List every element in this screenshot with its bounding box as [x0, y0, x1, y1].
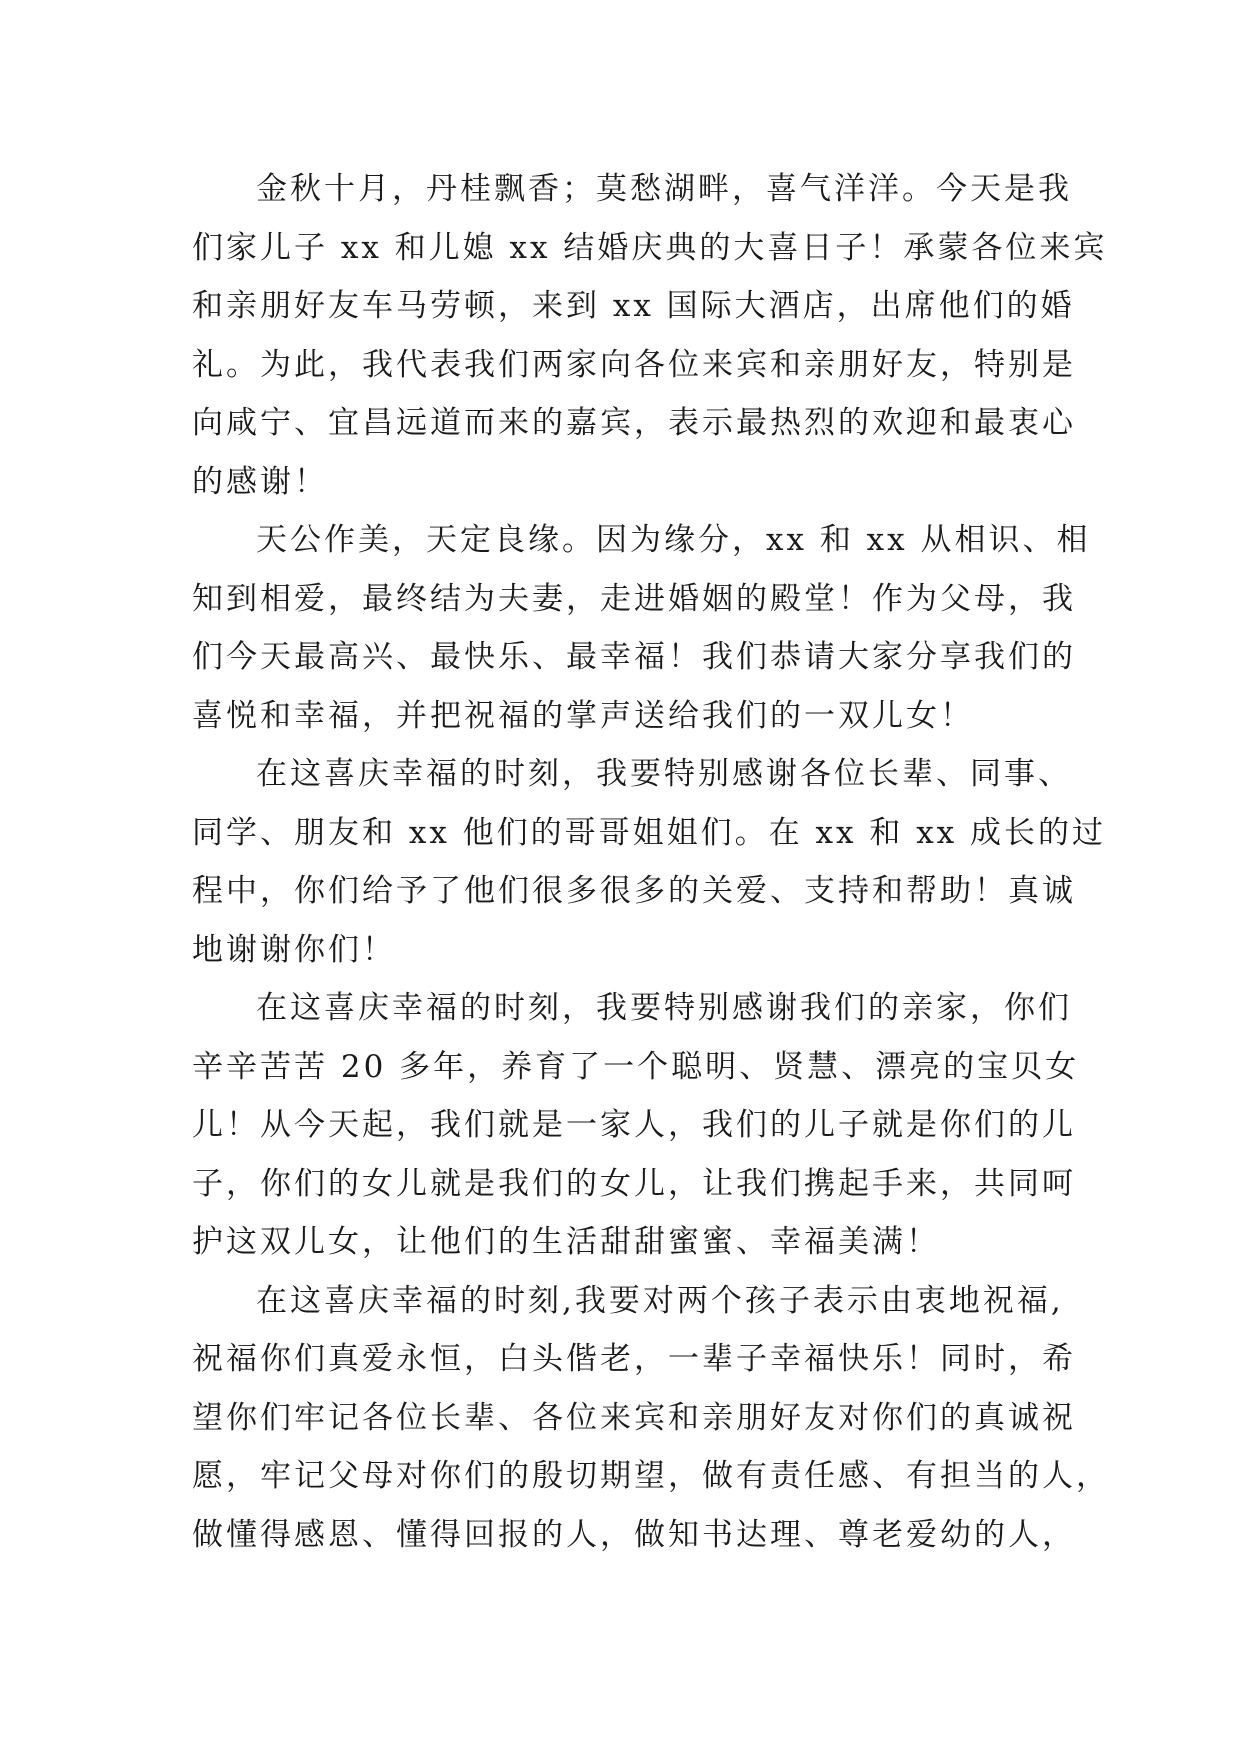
paragraph-2-line-1: 天公作美，天定良缘。因为缘分，xx 和 xx 从相识、相 [256, 522, 1091, 558]
paragraph-5-line-4: 愿，牢记父母对你们的殷切期望，做有责任感、有担当的人， [192, 1458, 1110, 1494]
paragraph-3-line-3: 程中，你们给予了他们很多很多的关爱、支持和帮助！真诚 [192, 873, 1076, 909]
paragraph-4-line-3: 儿！从今天起，我们就是一家人，我们的儿子就是你们的儿 [192, 1107, 1076, 1143]
paragraph-5-line-5: 做懂得感恩、懂得回报的人，做知书达理、尊老爱幼的人， [192, 1516, 1076, 1553]
paragraph-5-line-1: 在这喜庆幸福的时刻,我要对两个孩子表示由衷地祝福, [256, 1282, 1064, 1319]
paragraph-4-line-2: 辛辛苦苦 20 多年，养育了一个聪明、贤慧、漂亮的宝贝女 [192, 1048, 1080, 1085]
paragraph-1-line-2: 们家儿子 xx 和儿媳 xx 结婚庆典的大喜日子！承蒙各位来宾 [192, 229, 1108, 266]
paragraph-3-line-1: 在这喜庆幸福的时刻，我要特别感谢各位长辈、同事、 [256, 756, 1072, 792]
paragraph-5-line-2: 祝福你们真爱永恒，白头偕老，一辈子幸福快乐！同时，希 [192, 1341, 1076, 1377]
paragraph-3-line-2: 同学、朋友和 xx 他们的哥哥姐姐们。在 xx 和 xx 成长的过 [192, 814, 1107, 851]
speech-body [192, 160, 1110, 1564]
paragraph-1-line-3: 和亲朋好友车马劳顿，来到 xx 国际大酒店，出席他们的婚 [192, 288, 1075, 324]
paragraph-5-line-3: 望你们牢记各位长辈、各位来宾和亲朋好友对你们的真诚祝 [192, 1399, 1076, 1436]
paragraph-1-line-5: 向咸宁、宜昌远道而来的嘉宾，表示最热烈的欢迎和最衷心 [192, 405, 1076, 441]
paragraph-2-line-3: 们今天最高兴、最快乐、最幸福！我们恭请大家分享我们的 [192, 639, 1076, 675]
paragraph-2-line-4: 喜悦和幸福，并把祝福的掌声送给我们的一双儿女！ [192, 697, 974, 734]
paragraph-1-line-1: 金秋十月，丹桂飘香；莫愁湖畔，喜气洋洋。今天是我 [256, 171, 1072, 207]
paragraph-4-line-5: 护这双儿女，让他们的生活甜甜蜜蜜、幸福美满！ [192, 1224, 940, 1260]
paragraph-3-line-4: 地谢谢你们！ [192, 931, 396, 968]
paragraph-4-line-1: 在这喜庆幸福的时刻，我要特别感谢我们的亲家，你们 [256, 990, 1072, 1026]
paragraph-2-line-2: 知到相爱，最终结为夫妻，走进婚姻的殿堂！作为父母，我 [192, 580, 1076, 617]
paragraph-1-line-4: 礼。为此，我代表我们两家向各位来宾和亲朋好友，特别是 [192, 346, 1076, 383]
paragraph-4-line-4: 子，你们的女儿就是我们的女儿，让我们携起手来，共同呵 [192, 1165, 1076, 1202]
paragraph-1-line-6: 的感谢！ [192, 463, 328, 500]
